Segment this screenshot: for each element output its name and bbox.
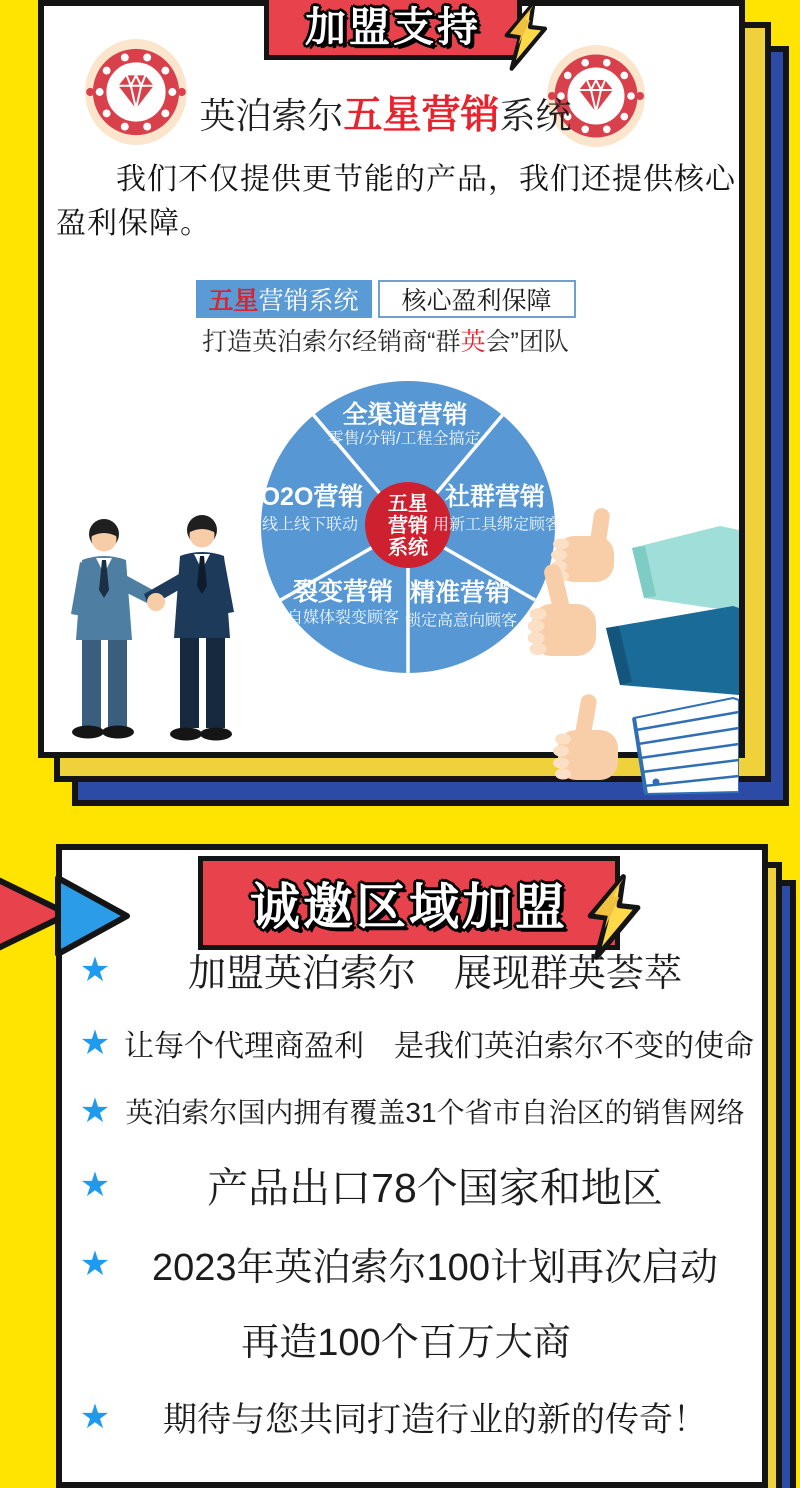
star-icon: ★ — [79, 1024, 111, 1062]
top-banner-title: 加盟支持 — [305, 3, 481, 50]
lightning-icon — [498, 2, 552, 72]
handshake-businessmen-illustration — [52, 512, 257, 747]
top-banner — [264, 0, 522, 60]
segment-o2o-title: O2O营销 — [260, 483, 364, 511]
segment-precision-title: 精准营销 — [409, 579, 511, 607]
franchise-points-list — [66, 942, 754, 1441]
thumbs-up-hands-illustration — [528, 500, 739, 795]
star-icon: ★ — [79, 950, 111, 989]
segment-omni-channel-title: 全渠道营销 — [342, 401, 468, 429]
star-icon: ★ — [79, 1165, 111, 1204]
list-item — [66, 1236, 746, 1291]
star-icon: ★ — [79, 1397, 111, 1436]
subtitle-suffix: 会”团队 — [485, 328, 569, 356]
segment-o2o-desc: 线上线下联动 — [261, 516, 359, 534]
list-item-text: 2023年英泊索尔100计划再次启动 — [152, 1247, 718, 1289]
subtitle-prefix: 打造英泊索尔经销商“群 — [202, 328, 461, 356]
star-icon: ★ — [79, 1092, 111, 1130]
pie-center-line1: 五星 — [388, 493, 428, 515]
system-title-highlight: 五星营销 — [343, 94, 500, 137]
system-title — [38, 84, 733, 140]
segment-community-title: 社群营销 — [444, 483, 546, 511]
intro-paragraph: 我们不仅提供更节能的产品，我们还提供核心盈利保障。 — [56, 163, 736, 240]
tab1-rest: 营销系统 — [258, 287, 359, 315]
star-icon: ★ — [79, 1244, 111, 1283]
team-subtitle — [38, 322, 733, 358]
subtitle-highlight: 英 — [460, 328, 486, 356]
list-item-text: 产品出口78个国家和地区 — [207, 1165, 663, 1211]
tab-five-star-marketing[interactable] — [196, 280, 372, 318]
list-item — [66, 942, 746, 997]
tab-bar — [38, 280, 733, 318]
segment-omni-channel-desc: 零售/分销/工程全搞定 — [327, 430, 481, 448]
list-item-continuation: 再造100个百万大商 — [241, 1322, 571, 1364]
tab-core-profit-guarantee[interactable]: 核心盈利保障 — [378, 280, 576, 318]
double-arrow-icon — [0, 866, 142, 966]
tab1-highlight: 五星 — [208, 287, 259, 315]
system-title-suffix: 系统 — [499, 95, 572, 136]
list-item-text: 加盟英泊索尔 展现群英荟萃 — [187, 953, 682, 995]
pie-center-line2: 营销 — [388, 515, 428, 537]
list-item — [66, 1021, 754, 1065]
system-title-prefix: 英泊索尔 — [199, 95, 344, 136]
bottom-banner-title: 诚邀区域加盟 — [250, 879, 568, 935]
pie-center-label — [388, 493, 428, 559]
pie-center-line3: 系统 — [388, 537, 428, 559]
marketing-pie-diagram — [258, 380, 562, 675]
segment-fission-title: 裂变营销 — [292, 578, 394, 606]
lightning-icon — [582, 872, 644, 964]
list-item-text: 英泊索尔国内拥有覆盖31个省市自治区的销售网络 — [125, 1097, 745, 1128]
list-item-text: 让每个代理商盈利 是我们英泊索尔不变的使命 — [124, 1030, 754, 1063]
list-item — [66, 1155, 746, 1214]
list-item — [66, 1091, 746, 1131]
list-item — [66, 1392, 746, 1441]
list-item-text: 期待与您共同打造行业的新的传奇！ — [163, 1401, 707, 1439]
segment-fission-desc: 自媒体裂变顾客 — [286, 609, 400, 627]
segment-community-desc: 用新工具绑定顾客 — [432, 516, 562, 534]
bottom-banner — [198, 856, 620, 950]
segment-precision-desc: 锁定高意向顾客 — [404, 612, 518, 630]
